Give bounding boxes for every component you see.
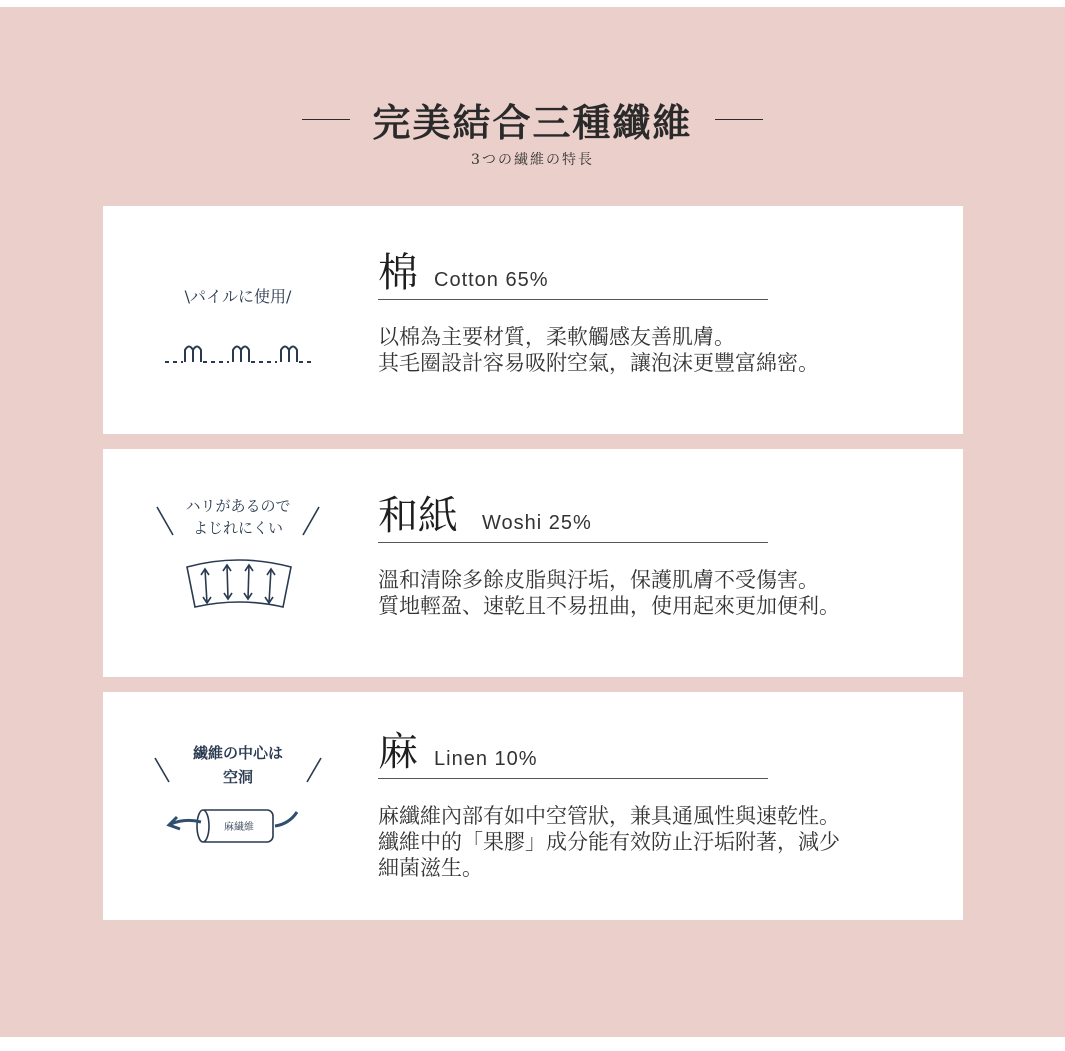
- cotton-content: [378, 251, 938, 376]
- description-line: 以棉為主要材質，柔軟觸感友善肌膚。: [378, 325, 735, 349]
- fiber-card-cotton: [103, 206, 963, 434]
- stiff-fabric-arrows-icon: [143, 479, 333, 644]
- hollow-fiber-caption: 麻繊維: [224, 822, 254, 833]
- washi-header: [378, 494, 768, 543]
- fiber-percentage: Woshi 25%: [482, 512, 592, 534]
- page-title: 完美結合三種纖維: [372, 100, 693, 145]
- fiber-name: 和紙: [378, 493, 458, 539]
- washi-content: [378, 494, 938, 619]
- washi-illustration-label-2: よじれにくい: [192, 519, 283, 537]
- fiber-description: [378, 803, 938, 881]
- linen-illustration-label-1: 繊維の中心は: [192, 744, 283, 762]
- cotton-illustration: [143, 236, 333, 401]
- description-line: 其毛圈設計容易吸附空氣，讓泡沫更豐富綿密。: [378, 351, 819, 375]
- cotton-illustration-label: \パイルに使用/: [184, 287, 292, 306]
- washi-illustration-label-1: ハリがあるので: [185, 497, 291, 515]
- linen-illustration: [143, 722, 333, 887]
- linen-header: [378, 730, 768, 779]
- description-line: 麻纖維內部有如中空管狀，兼具通風性與速乾性。: [378, 804, 840, 828]
- page-background: [0, 7, 1065, 1037]
- linen-content: [378, 730, 938, 881]
- fiber-description: [378, 567, 938, 619]
- description-line: 細菌滋生。: [378, 856, 483, 880]
- fiber-card-washi: [103, 449, 963, 677]
- fiber-name: 棉: [378, 250, 418, 296]
- heading-right-rule: [715, 119, 763, 120]
- pile-loops-icon: [143, 236, 333, 401]
- page-subtitle: 3つの繊維の特長: [471, 152, 594, 168]
- description-line: 溫和清除多餘皮脂與汙垢，保護肌膚不受傷害。: [378, 568, 819, 592]
- fiber-description: [378, 324, 938, 376]
- fiber-card-linen: [103, 692, 963, 920]
- heading-left-rule: [302, 119, 350, 120]
- description-line: 質地輕盈、速乾且不易扭曲，使用起來更加便利。: [378, 594, 840, 618]
- linen-illustration-label-2: 空洞: [222, 768, 253, 786]
- hollow-fiber-icon: [143, 722, 333, 887]
- fiber-percentage: Cotton 65%: [434, 269, 549, 291]
- cotton-header: [378, 251, 768, 300]
- section-heading: [0, 92, 1065, 147]
- washi-illustration: [143, 479, 333, 644]
- description-line: 纖維中的「果膠」成分能有效防止汙垢附著，減少: [378, 830, 840, 854]
- fiber-percentage: Linen 10%: [434, 748, 538, 770]
- fiber-name: 麻: [378, 729, 418, 775]
